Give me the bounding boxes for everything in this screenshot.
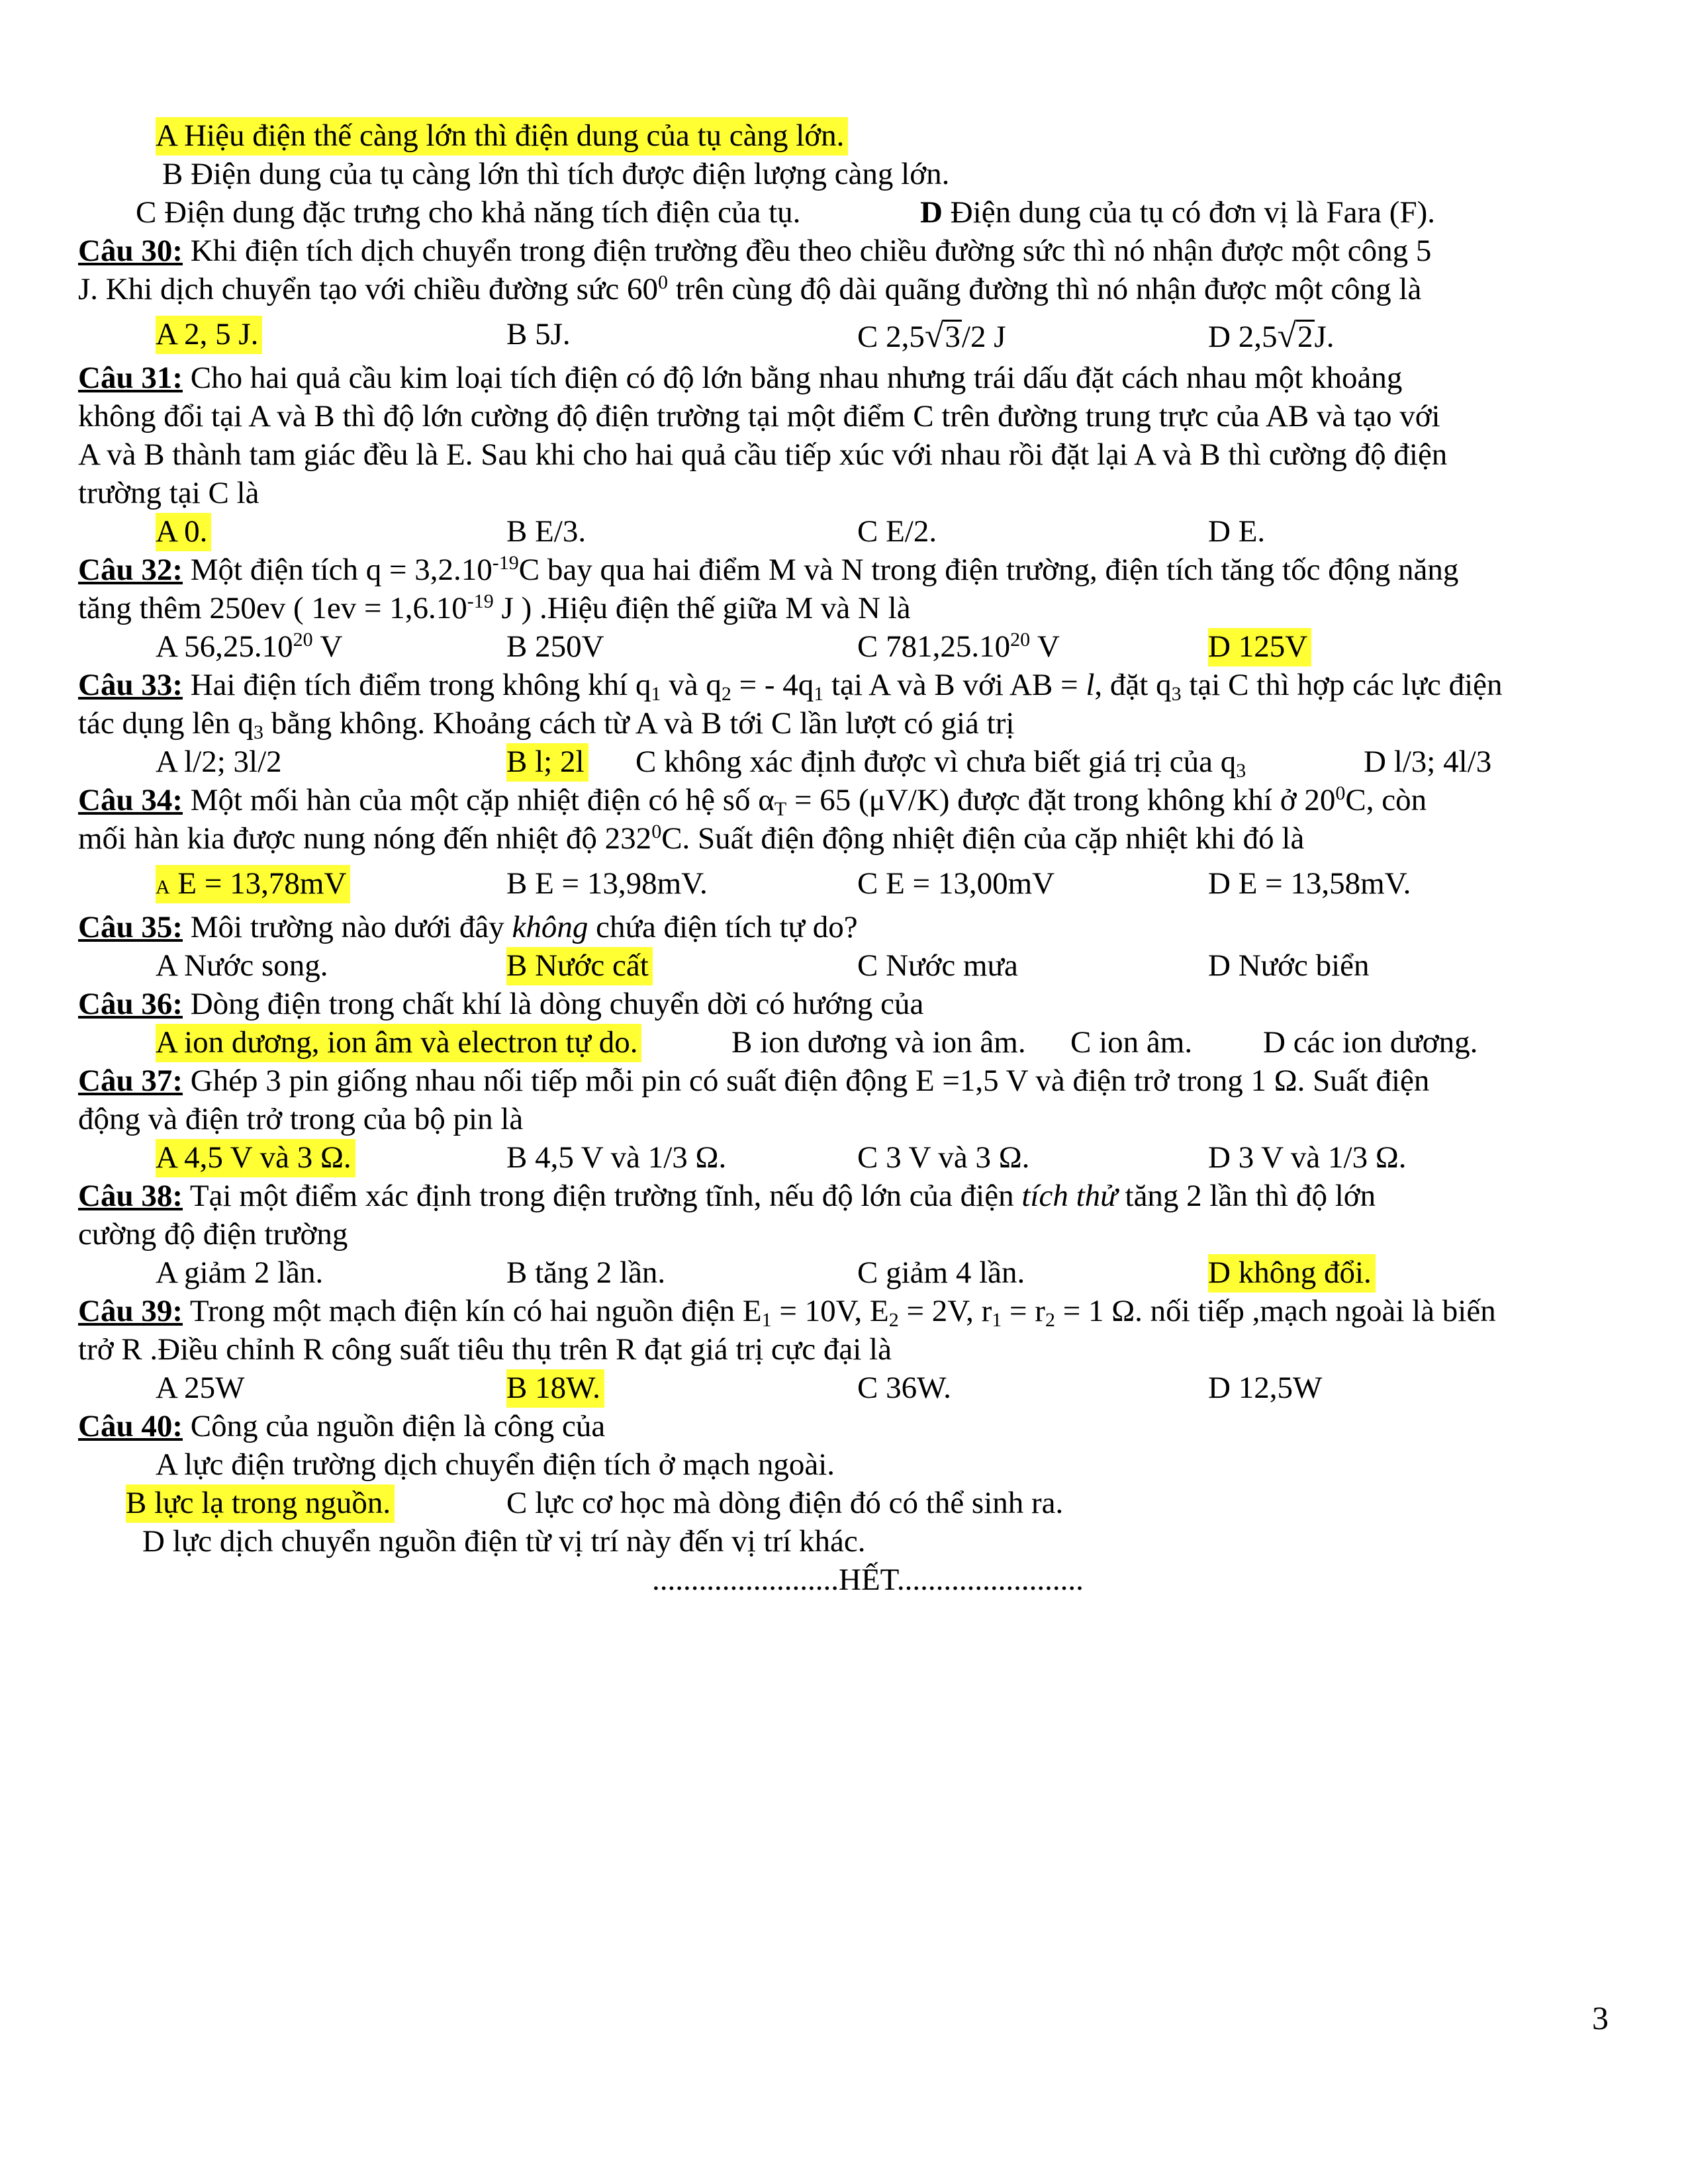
q37-stem-line-2: động và điện trở trong của bộ pin là (78, 1102, 524, 1136)
q40-option-c: C lực cơ học mà dòng điện đó có thể sinh ra. (506, 1486, 1064, 1520)
q35-option-b-text: B Nước cất (506, 947, 653, 985)
q38-stem-line-2: cường độ điện trường (78, 1217, 348, 1251)
q33-sub-2: 2 (721, 683, 731, 705)
q40-label: Câu 40: (78, 1409, 183, 1443)
q39-sub-2: 2 (888, 1309, 899, 1331)
sqrt-icon: √3 (924, 317, 961, 355)
q32-stem-text-1b: C bay qua hai điểm M và N trong điện trường, điện tích tăng tốc động năng (518, 553, 1459, 587)
q29-option-b: B Điện dung của tụ càng lớn thì tích được điện lượng càng lớn. (162, 157, 950, 191)
q33-stem-line-2 (78, 706, 1015, 743)
q34-option-d: D E = 13,58mV. (1208, 866, 1411, 901)
q30-label: Câu 30: (78, 234, 183, 268)
q30-stem-line-2 (78, 271, 1422, 306)
q32-option-d-text: D 125V (1208, 628, 1311, 666)
q37-option-c: C 3 V và 3 Ω. (857, 1140, 1030, 1175)
q33-label: Câu 33: (78, 668, 183, 702)
q31-option-c: C E/2. (857, 514, 937, 549)
q38-stem-text-1a: Tại một điểm xác định trong điện trường tĩnh, nếu độ lớn của điện (182, 1179, 1022, 1213)
q37-stem-text-1: Ghép 3 pin giống nhau nối tiếp mỗi pin có suất điện động E =1,5 V và điện trở trong 1 Ω. Suất điện (182, 1064, 1430, 1098)
q34-option-a-letter: A (156, 876, 170, 898)
q30-stem-text-2b: trên cùng độ dài quãng đường thì nó nhận được một công là (668, 272, 1422, 306)
q37-option-a-text: A 4,5 V và 3 Ω. (156, 1139, 355, 1177)
q30-stem-text-1: Khi điện tích dịch chuyển trong điện trường đều theo chiều đường sức thì nó nhận được một công 5 (182, 234, 1432, 268)
q37-option-a (156, 1142, 355, 1173)
q29-option-d-text: Điện dung của tụ có đơn vị là Fara (F). (942, 195, 1435, 230)
q35-stem-emphasis: không (512, 910, 588, 944)
q37-option-d: D 3 V và 1/3 Ω. (1208, 1140, 1407, 1175)
q40-option-a: A lực điện trường dịch chuyển điện tích ở mạch ngoài. (156, 1447, 835, 1482)
q32-option-b: B 250V (506, 629, 604, 664)
q38-label: Câu 38: (78, 1179, 183, 1213)
q29-option-c: C Điện dung đặc trưng cho khả năng tích điện của tụ. (136, 195, 801, 230)
q39-option-a: A 25W (156, 1371, 245, 1405)
q31-stem-line-2: không đổi tại A và B thì độ lớn cường độ điện trường tại một điểm C trên đường trung trực của AB và tạo với (78, 399, 1440, 433)
q33-sub-1: 1 (651, 683, 661, 705)
q39-stem-line-2: trở R .Điều chỉnh R công suất tiêu thụ trên R đạt giá trị cực đại là (78, 1332, 892, 1367)
q30-stem-line-1 (78, 236, 1431, 267)
q34-option-b: B E = 13,98mV. (506, 866, 708, 901)
q29-option-a (156, 120, 848, 152)
q38-option-a: A giảm 2 lần. (156, 1255, 324, 1290)
q35-stem-text-1a: Môi trường nào dưới đây (182, 910, 512, 944)
q33-sub-5: 3 (253, 721, 263, 743)
q32-option-a (156, 631, 342, 662)
q38-option-c: C giảm 4 lần. (857, 1255, 1025, 1290)
q38-option-b: B tăng 2 lần. (506, 1255, 666, 1290)
q33-stem-text-2b: bằng không. Khoảng cách từ A và B tới C lần lượt có giá trị (263, 706, 1015, 741)
q31-stem-line-1 (78, 363, 1402, 394)
q32-stem-text-2b: J ) .Hiệu điện thế giữa M và N là (493, 591, 911, 625)
q32-stem-text-1a: Một điện tích q = 3,2.10 (182, 553, 492, 587)
q36-option-a (156, 1027, 641, 1058)
q37-option-b: B 4,5 V và 1/3 Ω. (506, 1140, 727, 1175)
q39-stem-text-1e: = 1 Ω. nối tiếp ,mạch ngoài là biến (1055, 1294, 1496, 1328)
q31-stem-line-3: A và B thành tam giác đều là E. Sau khi cho hai quả cầu tiếp xúc với nhau rồi đặt lại A và B thì cường độ điện (78, 437, 1448, 472)
q34-label: Câu 34: (78, 783, 183, 817)
q40-option-d: D lực dịch chuyển nguồn điện từ vị trí này đến vị trí khác. (142, 1524, 866, 1559)
q35-option-a: A Nước song. (156, 948, 328, 983)
q34-alpha-sub: T (774, 798, 787, 820)
q39-sub-4: 2 (1045, 1309, 1055, 1331)
q39-option-c: C 36W. (857, 1371, 951, 1405)
q35-stem-text-1b: chứa điện tích tự do? (588, 910, 858, 944)
q31-label: Câu 31: (78, 361, 183, 395)
q32-option-a-pre: A 56,25.10 (156, 629, 293, 664)
q32-option-c-sup: 20 (1010, 629, 1031, 651)
q40-option-b (126, 1488, 395, 1519)
q36-option-a-text: A ion dương, ion âm và electron tự do. (156, 1024, 641, 1062)
q32-stem-line-2 (78, 590, 911, 625)
q30-option-c-post: /2 J (961, 320, 1006, 354)
q34-stem-text-1c: C, còn (1345, 783, 1427, 817)
q32-option-a-post: V (312, 629, 343, 664)
q31-stem-line-4: trường tại C là (78, 476, 259, 510)
q30-option-b: B 5J. (506, 317, 571, 351)
q34-stem-line-2 (78, 823, 1304, 854)
q33-stem-text-1a: Hai điện tích điểm trong không khí q (182, 668, 651, 702)
q31-option-b: B E/3. (506, 514, 586, 549)
q32-option-c (857, 631, 1060, 662)
q30-option-a-text: A 2, 5 J. (156, 316, 262, 354)
q39-stem-line-1 (78, 1294, 1496, 1331)
q30-option-a (156, 319, 262, 350)
q40-option-b-text: B lực lạ trong nguồn. (126, 1484, 395, 1523)
q34-option-c: C E = 13,00mV (857, 866, 1055, 901)
q33-option-d: D l/3; 4l/3 (1364, 745, 1492, 779)
q33-stem-text-1f: tại C thì hợp các lực điện (1181, 668, 1503, 702)
q40-stem-text-1: Công của nguồn điện là công của (182, 1409, 606, 1443)
q39-label: Câu 39: (78, 1294, 183, 1328)
q32-exponent-2: -19 (467, 590, 494, 612)
q38-stem-emphasis: tích thử (1021, 1179, 1117, 1213)
q40-stem-line-1 (78, 1411, 605, 1442)
q39-option-b (506, 1373, 604, 1404)
q31-option-a-text: A 0. (156, 513, 211, 551)
q34-option-a (156, 868, 350, 899)
q33-stem-text-2a: tác dụng lên q (78, 706, 254, 741)
q33-sub-4: 3 (1171, 683, 1182, 705)
q29-option-a-text: A Hiệu điện thế càng lớn thì điện dung của tụ càng lớn. (156, 117, 848, 156)
q36-option-d: D các ion dương. (1263, 1025, 1478, 1060)
q39-stem-text-1c: = 2V, r (898, 1294, 992, 1328)
q32-label: Câu 32: (78, 553, 183, 587)
q34-option-a-text: E = 13,78mV (169, 866, 347, 901)
q30-degree-sup: 0 (658, 271, 668, 293)
q38-stem-line-1 (78, 1181, 1376, 1212)
q39-stem-text-1d: = r (1002, 1294, 1045, 1328)
q33-option-c-text: C không xác định được vì chưa biết giá trị của q (635, 745, 1237, 779)
q37-label: Câu 37: (78, 1064, 183, 1098)
q35-stem-line-1 (78, 912, 858, 943)
q39-sub-1: 1 (761, 1309, 772, 1331)
q31-option-a (156, 516, 211, 547)
q33-sub-3: 1 (814, 683, 824, 705)
q33-stem-text-1e: , đặt q (1094, 668, 1172, 702)
q34-stem-text-2b: C. Suất điện động nhiệt điện của cặp nhiệt khi đó là (661, 821, 1305, 856)
q36-stem-text-1: Dòng điện trong chất khí là dòng chuyển dời có hướng của (182, 987, 924, 1021)
q30-option-d-post: J. (1314, 320, 1335, 354)
q32-option-c-pre: C 781,25.10 (857, 629, 1011, 664)
q33-option-b-text: B l; 2l (506, 743, 588, 782)
q32-option-a-sup: 20 (293, 629, 313, 651)
q30-option-c-radicand: 3 (945, 320, 961, 354)
q33-stem-text-1d: tại A và B với AB = (823, 668, 1086, 702)
q33-option-c-sub: 3 (1236, 760, 1246, 782)
sqrt-icon: √2 (1277, 317, 1313, 355)
q36-option-c: C ion âm. (1070, 1025, 1193, 1060)
q35-option-d: D Nước biển (1208, 948, 1370, 983)
q31-option-d: D E. (1208, 514, 1266, 549)
q36-option-b: B ion dương và ion âm. (731, 1025, 1026, 1060)
q33-stem-text-1c: = - 4q (731, 668, 814, 702)
q34-stem-text-2a: mối hàn kia được nung nóng đến nhiệt độ 232 (78, 821, 652, 856)
q30-option-d (1208, 319, 1335, 353)
page-number: 3 (1592, 1999, 1609, 2036)
q35-option-b (506, 950, 653, 981)
q33-length-l: l (1086, 668, 1095, 702)
q33-option-b (506, 747, 588, 778)
end-marker: ........................HẾT........................ (652, 1563, 1084, 1597)
q30-option-c-pre: C 2,5 (857, 320, 925, 354)
q35-label: Câu 35: (78, 910, 183, 944)
q29-option-d-letter: D (920, 195, 943, 230)
q34-degree-sup-1: 0 (1335, 782, 1346, 804)
q39-sub-3: 1 (992, 1309, 1002, 1331)
q37-stem-line-1 (78, 1066, 1429, 1097)
q34-stem-line-1 (78, 782, 1427, 820)
q36-stem-line-1 (78, 989, 923, 1020)
q38-option-d (1208, 1257, 1376, 1289)
q30-option-d-radicand: 2 (1297, 320, 1313, 354)
q34-stem-text-1b: = 65 (μV/K) được đặt trong không khí ở 20 (786, 783, 1336, 817)
q35-option-c: C Nước mưa (857, 948, 1018, 983)
q33-stem-text-1b: và q (661, 668, 722, 702)
q32-stem-text-2a: tăng thêm 250ev ( 1ev = 1,6.10 (78, 591, 467, 625)
q29-option-d (920, 197, 1435, 228)
q32-option-d (1208, 631, 1311, 662)
q33-option-c (635, 745, 1246, 782)
q39-stem-text-1b: = 10V, E (771, 1294, 889, 1328)
q30-option-d-pre: D 2,5 (1208, 320, 1278, 354)
q32-exponent-1: -19 (492, 552, 519, 574)
q33-stem-line-1 (78, 668, 1503, 705)
q39-option-b-text: B 18W. (506, 1369, 604, 1408)
q38-stem-text-1b: tăng 2 lần thì độ lớn (1117, 1179, 1376, 1213)
q30-option-c (857, 319, 1006, 353)
q39-option-d: D 12,5W (1208, 1371, 1323, 1405)
q32-option-c-post: V (1030, 629, 1060, 664)
q32-stem-line-1 (78, 552, 1459, 587)
q31-stem-text-1: Cho hai quả cầu kim loại tích điện có độ lớn bằng nhau nhưng trái dấu đặt cách nhau một khoảng (182, 361, 1403, 395)
q36-label: Câu 36: (78, 987, 183, 1021)
q33-option-a: A l/2; 3l/2 (156, 745, 282, 779)
q38-option-d-text: D không đổi. (1208, 1254, 1376, 1293)
q34-stem-text-1a: Một mối hàn của một cặp nhiệt điện có hệ số α (182, 783, 774, 817)
q34-degree-sup-2: 0 (651, 821, 662, 842)
q39-stem-text-1a: Trong một mạch điện kín có hai nguồn điện E (182, 1294, 762, 1328)
q30-stem-text-2a: J. Khi dịch chuyển tạo với chiều đường sức 60 (78, 272, 658, 306)
